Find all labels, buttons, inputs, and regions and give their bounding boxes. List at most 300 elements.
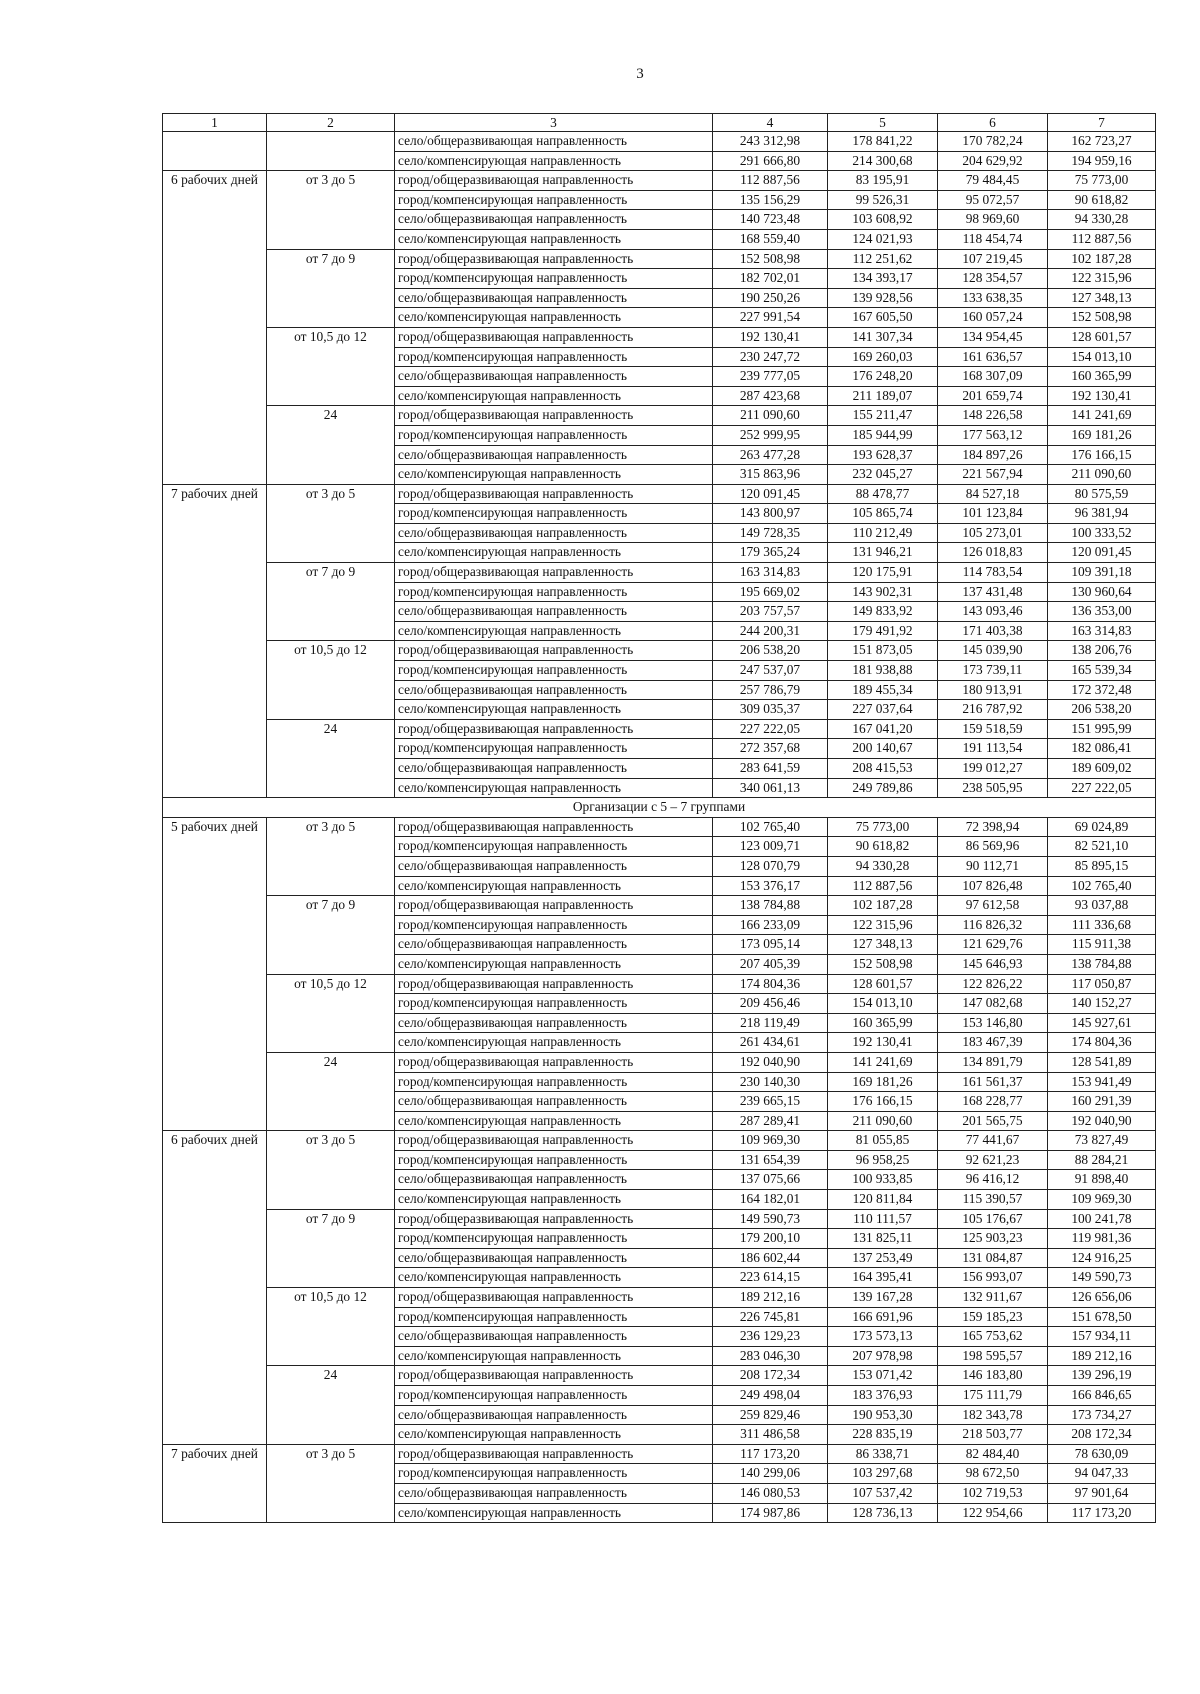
- cost-value-cell: 132 911,67: [938, 1288, 1048, 1308]
- cost-value-cell: 103 297,68: [828, 1464, 938, 1484]
- cost-value-cell: 80 575,59: [1048, 484, 1156, 504]
- hours-cell: от 10,5 до 12: [267, 974, 395, 1052]
- cost-value-cell: 173 573,13: [828, 1327, 938, 1347]
- cost-value-cell: 105 176,67: [938, 1209, 1048, 1229]
- direction-cell: город/общеразвивающая направленность: [395, 974, 713, 994]
- direction-cell: село/общеразвивающая направленность: [395, 210, 713, 230]
- cost-value-cell: 160 057,24: [938, 308, 1048, 328]
- cost-value-cell: 182 343,78: [938, 1405, 1048, 1425]
- cost-value-cell: 221 567,94: [938, 465, 1048, 485]
- cost-value-cell: 140 299,06: [713, 1464, 828, 1484]
- direction-cell: село/компенсирующая направленность: [395, 386, 713, 406]
- cost-value-cell: 139 296,19: [1048, 1366, 1156, 1386]
- cost-value-cell: 81 055,85: [828, 1131, 938, 1151]
- cost-value-cell: 82 484,40: [938, 1444, 1048, 1464]
- table-row: [163, 1444, 1156, 1464]
- cost-value-cell: 120 811,84: [828, 1190, 938, 1210]
- cost-value-cell: 128 070,79: [713, 856, 828, 876]
- cost-value-cell: 117 173,20: [1048, 1503, 1156, 1523]
- cost-value-cell: 203 757,57: [713, 602, 828, 622]
- direction-cell: город/общеразвивающая направленность: [395, 171, 713, 191]
- table-row: [163, 1366, 1156, 1386]
- cost-value-cell: 157 934,11: [1048, 1327, 1156, 1347]
- hours-cell: от 10,5 до 12: [267, 327, 395, 405]
- cost-value-cell: 190 953,30: [828, 1405, 938, 1425]
- hours-cell: от 3 до 5: [267, 171, 395, 249]
- direction-cell: город/общеразвивающая направленность: [395, 719, 713, 739]
- hours-cell: от 7 до 9: [267, 1209, 395, 1287]
- cost-value-cell: 160 365,99: [1048, 367, 1156, 387]
- hours-cell: [267, 132, 395, 171]
- cost-value-cell: 167 041,20: [828, 719, 938, 739]
- cost-value-cell: 155 211,47: [828, 406, 938, 426]
- direction-cell: село/компенсирующая направленность: [395, 1111, 713, 1131]
- cost-value-cell: 211 189,07: [828, 386, 938, 406]
- cost-value-cell: 92 621,23: [938, 1150, 1048, 1170]
- cost-value-cell: 105 865,74: [828, 504, 938, 524]
- cost-value-cell: 165 539,34: [1048, 661, 1156, 681]
- cost-value-cell: 88 478,77: [828, 484, 938, 504]
- cost-value-cell: 149 728,35: [713, 523, 828, 543]
- hours-cell: от 7 до 9: [267, 896, 395, 974]
- direction-cell: село/компенсирующая направленность: [395, 876, 713, 896]
- cost-value-cell: 131 084,87: [938, 1248, 1048, 1268]
- cost-value-cell: 90 618,82: [1048, 190, 1156, 210]
- direction-cell: город/компенсирующая направленность: [395, 582, 713, 602]
- cost-value-cell: 247 537,07: [713, 661, 828, 681]
- cost-value-cell: 192 130,41: [713, 327, 828, 347]
- cost-value-cell: 208 172,34: [1048, 1425, 1156, 1445]
- cost-value-cell: 88 284,21: [1048, 1150, 1156, 1170]
- cost-value-cell: 211 090,60: [713, 406, 828, 426]
- cost-value-cell: 141 241,69: [1048, 406, 1156, 426]
- cost-value-cell: 110 212,49: [828, 523, 938, 543]
- cost-value-cell: 173 739,11: [938, 661, 1048, 681]
- cost-value-cell: 184 897,26: [938, 445, 1048, 465]
- cost-value-cell: 164 182,01: [713, 1190, 828, 1210]
- cost-value-cell: 162 723,27: [1048, 132, 1156, 152]
- cost-value-cell: 151 873,05: [828, 641, 938, 661]
- cost-value-cell: 128 601,57: [1048, 327, 1156, 347]
- cost-value-cell: 131 946,21: [828, 543, 938, 563]
- cost-value-cell: 91 898,40: [1048, 1170, 1156, 1190]
- cost-value-cell: 95 072,57: [938, 190, 1048, 210]
- section-row: [163, 798, 1156, 818]
- cost-value-cell: 182 702,01: [713, 269, 828, 289]
- header-row: [163, 114, 1156, 132]
- cost-value-cell: 149 590,73: [1048, 1268, 1156, 1288]
- cost-value-cell: 186 602,44: [713, 1248, 828, 1268]
- cost-value-cell: 116 826,32: [938, 915, 1048, 935]
- direction-cell: село/общеразвивающая направленность: [395, 1483, 713, 1503]
- direction-cell: город/общеразвивающая направленность: [395, 1444, 713, 1464]
- cost-value-cell: 232 045,27: [828, 465, 938, 485]
- cost-value-cell: 283 046,30: [713, 1346, 828, 1366]
- cost-value-cell: 138 206,76: [1048, 641, 1156, 661]
- cost-value-cell: 183 467,39: [938, 1033, 1048, 1053]
- header-cell: 7: [1048, 114, 1156, 132]
- cost-value-cell: 261 434,61: [713, 1033, 828, 1053]
- cost-value-cell: 182 086,41: [1048, 739, 1156, 759]
- work-mode-cell: 7 рабочих дней: [163, 1444, 267, 1522]
- cost-value-cell: 102 187,28: [828, 896, 938, 916]
- cost-value-cell: 208 172,34: [713, 1366, 828, 1386]
- cost-value-cell: 223 614,15: [713, 1268, 828, 1288]
- cost-value-cell: 78 630,09: [1048, 1444, 1156, 1464]
- direction-cell: село/общеразвивающая направленность: [395, 680, 713, 700]
- cost-value-cell: 201 565,75: [938, 1111, 1048, 1131]
- cost-value-cell: 185 944,99: [828, 425, 938, 445]
- header-cell: 3: [395, 114, 713, 132]
- cost-value-cell: 287 423,68: [713, 386, 828, 406]
- direction-cell: город/общеразвивающая направленность: [395, 1288, 713, 1308]
- cost-value-cell: 249 498,04: [713, 1386, 828, 1406]
- direction-cell: село/компенсирующая направленность: [395, 465, 713, 485]
- cost-value-cell: 153 071,42: [828, 1366, 938, 1386]
- cost-value-cell: 126 656,06: [1048, 1288, 1156, 1308]
- direction-cell: село/общеразвивающая направленность: [395, 1248, 713, 1268]
- cost-value-cell: 122 315,96: [828, 915, 938, 935]
- cost-value-cell: 123 009,71: [713, 837, 828, 857]
- direction-cell: город/компенсирующая направленность: [395, 1229, 713, 1249]
- cost-value-cell: 199 012,27: [938, 759, 1048, 779]
- direction-cell: город/общеразвивающая направленность: [395, 484, 713, 504]
- cost-value-cell: 149 590,73: [713, 1209, 828, 1229]
- cost-value-cell: 138 784,88: [713, 896, 828, 916]
- cost-value-cell: 115 390,57: [938, 1190, 1048, 1210]
- direction-cell: село/общеразвивающая направленность: [395, 1013, 713, 1033]
- cost-value-cell: 109 969,30: [713, 1131, 828, 1151]
- direction-cell: село/компенсирующая направленность: [395, 1190, 713, 1210]
- header-cell: 2: [267, 114, 395, 132]
- cost-value-cell: 226 745,81: [713, 1307, 828, 1327]
- table-row: [163, 1052, 1156, 1072]
- cost-value-cell: 126 018,83: [938, 543, 1048, 563]
- direction-cell: село/компенсирующая направленность: [395, 308, 713, 328]
- cost-value-cell: 145 927,61: [1048, 1013, 1156, 1033]
- cost-value-cell: 137 075,66: [713, 1170, 828, 1190]
- cost-value-cell: 204 629,92: [938, 151, 1048, 171]
- cost-value-cell: 259 829,46: [713, 1405, 828, 1425]
- hours-cell: от 3 до 5: [267, 817, 395, 895]
- cost-value-cell: 227 037,64: [828, 700, 938, 720]
- cost-value-cell: 263 477,28: [713, 445, 828, 465]
- cost-value-cell: 96 381,94: [1048, 504, 1156, 524]
- hours-cell: от 3 до 5: [267, 484, 395, 562]
- cost-value-cell: 93 037,88: [1048, 896, 1156, 916]
- hours-cell: от 10,5 до 12: [267, 1288, 395, 1366]
- hours-cell: 24: [267, 406, 395, 484]
- direction-cell: село/компенсирующая направленность: [395, 621, 713, 641]
- cost-value-cell: 97 901,64: [1048, 1483, 1156, 1503]
- cost-value-cell: 82 521,10: [1048, 837, 1156, 857]
- cost-value-cell: 105 273,01: [938, 523, 1048, 543]
- cost-value-cell: 230 247,72: [713, 347, 828, 367]
- cost-value-cell: 134 891,79: [938, 1052, 1048, 1072]
- cost-value-cell: 216 787,92: [938, 700, 1048, 720]
- hours-cell: 24: [267, 1052, 395, 1130]
- cost-value-cell: 153 941,49: [1048, 1072, 1156, 1092]
- direction-cell: село/компенсирующая направленность: [395, 543, 713, 563]
- cost-value-cell: 147 082,68: [938, 994, 1048, 1014]
- cost-value-cell: 143 093,46: [938, 602, 1048, 622]
- cost-value-cell: 120 091,45: [713, 484, 828, 504]
- direction-cell: село/компенсирующая направленность: [395, 954, 713, 974]
- cost-value-cell: 134 954,45: [938, 327, 1048, 347]
- cost-value-cell: 311 486,58: [713, 1425, 828, 1445]
- table-row: [163, 1131, 1156, 1151]
- cost-value-cell: 84 527,18: [938, 484, 1048, 504]
- direction-cell: село/общеразвивающая направленность: [395, 602, 713, 622]
- cost-value-cell: 99 526,31: [828, 190, 938, 210]
- hours-cell: от 3 до 5: [267, 1131, 395, 1209]
- cost-value-cell: 138 784,88: [1048, 954, 1156, 974]
- cost-value-cell: 146 183,80: [938, 1366, 1048, 1386]
- hours-cell: от 7 до 9: [267, 249, 395, 327]
- cost-value-cell: 124 916,25: [1048, 1248, 1156, 1268]
- cost-value-cell: 189 212,16: [1048, 1346, 1156, 1366]
- cost-value-cell: 218 503,77: [938, 1425, 1048, 1445]
- table-row: [163, 484, 1156, 504]
- direction-cell: город/общеразвивающая направленность: [395, 1131, 713, 1151]
- cost-value-cell: 146 080,53: [713, 1483, 828, 1503]
- work-mode-cell: 6 рабочих дней: [163, 171, 267, 485]
- direction-cell: село/компенсирующая направленность: [395, 1503, 713, 1523]
- direction-cell: село/компенсирующая направленность: [395, 229, 713, 249]
- direction-cell: село/общеразвивающая направленность: [395, 132, 713, 152]
- cost-value-cell: 122 954,66: [938, 1503, 1048, 1523]
- cost-value-cell: 272 357,68: [713, 739, 828, 759]
- cost-value-cell: 128 541,89: [1048, 1052, 1156, 1072]
- cost-value-cell: 160 365,99: [828, 1013, 938, 1033]
- cost-value-cell: 192 040,90: [1048, 1111, 1156, 1131]
- header-cell: 1: [163, 114, 267, 132]
- direction-cell: город/компенсирующая направленность: [395, 347, 713, 367]
- cost-value-cell: 192 130,41: [1048, 386, 1156, 406]
- cost-value-cell: 139 928,56: [828, 288, 938, 308]
- cost-value-cell: 140 723,48: [713, 210, 828, 230]
- cost-value-cell: 130 960,64: [1048, 582, 1156, 602]
- cost-value-cell: 86 338,71: [828, 1444, 938, 1464]
- cost-value-cell: 102 187,28: [1048, 249, 1156, 269]
- direction-cell: город/общеразвивающая направленность: [395, 1052, 713, 1072]
- direction-cell: город/компенсирующая направленность: [395, 739, 713, 759]
- cost-value-cell: 122 315,96: [1048, 269, 1156, 289]
- cost-value-cell: 139 167,28: [828, 1288, 938, 1308]
- direction-cell: город/компенсирующая направленность: [395, 1072, 713, 1092]
- cost-value-cell: 166 233,09: [713, 915, 828, 935]
- cost-value-cell: 206 538,20: [713, 641, 828, 661]
- direction-cell: село/общеразвивающая направленность: [395, 935, 713, 955]
- work-mode-cell: 7 рабочих дней: [163, 484, 267, 798]
- direction-cell: село/общеразвивающая направленность: [395, 288, 713, 308]
- cost-value-cell: 127 348,13: [1048, 288, 1156, 308]
- hours-cell: от 7 до 9: [267, 563, 395, 641]
- direction-cell: город/компенсирующая направленность: [395, 190, 713, 210]
- cost-value-cell: 227 222,05: [1048, 778, 1156, 798]
- cost-value-cell: 135 156,29: [713, 190, 828, 210]
- table-row: [163, 249, 1156, 269]
- cost-value-cell: 134 393,17: [828, 269, 938, 289]
- cost-value-cell: 117 050,87: [1048, 974, 1156, 994]
- cost-value-cell: 340 061,13: [713, 778, 828, 798]
- cost-value-cell: 100 333,52: [1048, 523, 1156, 543]
- cost-value-cell: 103 608,92: [828, 210, 938, 230]
- cost-value-cell: 140 152,27: [1048, 994, 1156, 1014]
- direction-cell: город/компенсирующая направленность: [395, 504, 713, 524]
- hours-cell: 24: [267, 1366, 395, 1444]
- cost-value-cell: 175 111,79: [938, 1386, 1048, 1406]
- cost-value-cell: 75 773,00: [1048, 171, 1156, 191]
- cost-value-cell: 137 431,48: [938, 582, 1048, 602]
- cost-value-cell: 79 484,45: [938, 171, 1048, 191]
- cost-value-cell: 236 129,23: [713, 1327, 828, 1347]
- cost-value-cell: 218 119,49: [713, 1013, 828, 1033]
- hours-cell: 24: [267, 719, 395, 797]
- cost-value-cell: 102 765,40: [1048, 876, 1156, 896]
- cost-value-cell: 206 538,20: [1048, 700, 1156, 720]
- cost-value-cell: 127 348,13: [828, 935, 938, 955]
- table-row: [163, 817, 1156, 837]
- direction-cell: село/компенсирующая направленность: [395, 700, 713, 720]
- cost-value-cell: 137 253,49: [828, 1248, 938, 1268]
- cost-value-cell: 195 669,02: [713, 582, 828, 602]
- cost-value-cell: 176 248,20: [828, 367, 938, 387]
- cost-value-cell: 177 563,12: [938, 425, 1048, 445]
- cost-value-cell: 73 827,49: [1048, 1131, 1156, 1151]
- header-cell: 5: [828, 114, 938, 132]
- cost-value-cell: 90 618,82: [828, 837, 938, 857]
- cost-value-cell: 174 804,36: [1048, 1033, 1156, 1053]
- cost-value-cell: 167 605,50: [828, 308, 938, 328]
- direction-cell: город/общеразвивающая направленность: [395, 563, 713, 583]
- direction-cell: город/общеразвивающая направленность: [395, 406, 713, 426]
- cost-value-cell: 107 826,48: [938, 876, 1048, 896]
- cost-value-cell: 165 753,62: [938, 1327, 1048, 1347]
- cost-value-cell: 174 987,86: [713, 1503, 828, 1523]
- cost-value-cell: 169 181,26: [828, 1072, 938, 1092]
- cost-value-cell: 120 091,45: [1048, 543, 1156, 563]
- cost-value-cell: 69 024,89: [1048, 817, 1156, 837]
- cost-value-cell: 83 195,91: [828, 171, 938, 191]
- cost-value-cell: 100 241,78: [1048, 1209, 1156, 1229]
- cost-value-cell: 107 537,42: [828, 1483, 938, 1503]
- cost-value-cell: 168 228,77: [938, 1092, 1048, 1112]
- cost-value-cell: 179 200,10: [713, 1229, 828, 1249]
- direction-cell: город/общеразвивающая направленность: [395, 1366, 713, 1386]
- direction-cell: город/общеразвивающая направленность: [395, 327, 713, 347]
- cost-value-cell: 97 612,58: [938, 896, 1048, 916]
- cost-value-cell: 211 090,60: [1048, 465, 1156, 485]
- direction-cell: город/общеразвивающая направленность: [395, 896, 713, 916]
- cost-value-cell: 122 826,22: [938, 974, 1048, 994]
- direction-cell: город/компенсирующая направленность: [395, 837, 713, 857]
- direction-cell: село/компенсирующая направленность: [395, 778, 713, 798]
- cost-value-cell: 98 672,50: [938, 1464, 1048, 1484]
- cost-value-cell: 179 365,24: [713, 543, 828, 563]
- cost-value-cell: 111 336,68: [1048, 915, 1156, 935]
- cost-value-cell: 154 013,10: [1048, 347, 1156, 367]
- table-row: [163, 1209, 1156, 1229]
- cost-value-cell: 112 887,56: [828, 876, 938, 896]
- cost-value-cell: 101 123,84: [938, 504, 1048, 524]
- cost-value-cell: 94 047,33: [1048, 1464, 1156, 1484]
- cost-value-cell: 121 629,76: [938, 935, 1048, 955]
- direction-cell: село/общеразвивающая направленность: [395, 367, 713, 387]
- cost-value-cell: 163 314,83: [713, 563, 828, 583]
- direction-cell: город/общеразвивающая направленность: [395, 249, 713, 269]
- cost-value-cell: 107 219,45: [938, 249, 1048, 269]
- direction-cell: село/компенсирующая направленность: [395, 1268, 713, 1288]
- cost-value-cell: 86 569,96: [938, 837, 1048, 857]
- direction-cell: город/общеразвивающая направленность: [395, 817, 713, 837]
- direction-cell: город/компенсирующая направленность: [395, 425, 713, 445]
- cost-value-cell: 257 786,79: [713, 680, 828, 700]
- cost-value-cell: 109 969,30: [1048, 1190, 1156, 1210]
- cost-value-cell: 133 638,35: [938, 288, 1048, 308]
- cost-value-cell: 189 455,34: [828, 680, 938, 700]
- cost-value-cell: 112 887,56: [713, 171, 828, 191]
- cost-value-cell: 174 804,36: [713, 974, 828, 994]
- cost-value-cell: 227 222,05: [713, 719, 828, 739]
- cost-value-cell: 131 825,11: [828, 1229, 938, 1249]
- cost-value-cell: 291 666,80: [713, 151, 828, 171]
- direction-cell: село/компенсирующая направленность: [395, 151, 713, 171]
- cost-value-cell: 239 665,15: [713, 1092, 828, 1112]
- cost-value-cell: 164 395,41: [828, 1268, 938, 1288]
- cost-value-cell: 118 454,74: [938, 229, 1048, 249]
- cost-value-cell: 169 181,26: [1048, 425, 1156, 445]
- cost-value-cell: 238 505,95: [938, 778, 1048, 798]
- direction-cell: город/компенсирующая направленность: [395, 1150, 713, 1170]
- cost-value-cell: 193 628,37: [828, 445, 938, 465]
- cost-value-cell: 172 372,48: [1048, 680, 1156, 700]
- cost-value-cell: 96 958,25: [828, 1150, 938, 1170]
- cost-value-cell: 151 995,99: [1048, 719, 1156, 739]
- cost-value-cell: 173 095,14: [713, 935, 828, 955]
- direction-cell: село/общеразвивающая направленность: [395, 1092, 713, 1112]
- table-row: [163, 974, 1156, 994]
- cost-value-cell: 96 416,12: [938, 1170, 1048, 1190]
- table-row: [163, 896, 1156, 916]
- cost-value-cell: 100 933,85: [828, 1170, 938, 1190]
- cost-value-cell: 141 307,34: [828, 327, 938, 347]
- work-mode-cell: [163, 132, 267, 171]
- cost-value-cell: 161 561,37: [938, 1072, 1048, 1092]
- cost-value-cell: 168 307,09: [938, 367, 1048, 387]
- cost-value-cell: 168 559,40: [713, 229, 828, 249]
- direction-cell: село/общеразвивающая направленность: [395, 1170, 713, 1190]
- cost-value-cell: 207 405,39: [713, 954, 828, 974]
- tariff-table: [162, 113, 1156, 1523]
- cost-value-cell: 283 641,59: [713, 759, 828, 779]
- cost-value-cell: 145 646,93: [938, 954, 1048, 974]
- work-mode-cell: 5 рабочих дней: [163, 817, 267, 1131]
- cost-value-cell: 208 415,53: [828, 759, 938, 779]
- direction-cell: город/компенсирующая направленность: [395, 269, 713, 289]
- cost-value-cell: 75 773,00: [828, 817, 938, 837]
- cost-value-cell: 128 354,57: [938, 269, 1048, 289]
- cost-value-cell: 154 013,10: [828, 994, 938, 1014]
- table-row: [163, 719, 1156, 739]
- cost-value-cell: 159 185,23: [938, 1307, 1048, 1327]
- cost-value-cell: 110 111,57: [828, 1209, 938, 1229]
- cost-value-cell: 112 887,56: [1048, 229, 1156, 249]
- cost-value-cell: 200 140,67: [828, 739, 938, 759]
- cost-value-cell: 153 146,80: [938, 1013, 1048, 1033]
- direction-cell: город/компенсирующая направленность: [395, 915, 713, 935]
- direction-cell: город/общеразвивающая направленность: [395, 1209, 713, 1229]
